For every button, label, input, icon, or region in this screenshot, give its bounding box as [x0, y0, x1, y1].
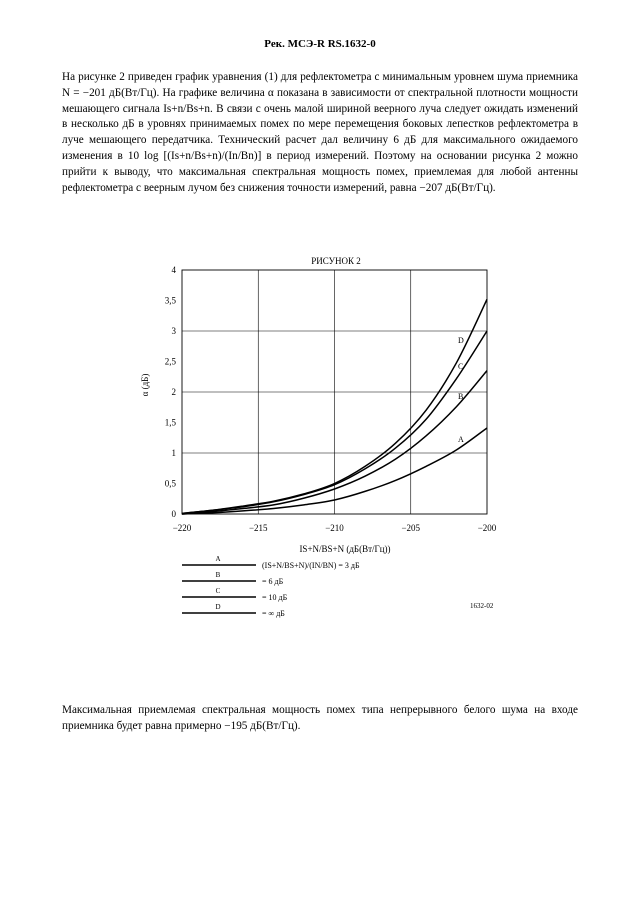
series-letter-C: C — [458, 362, 464, 371]
page-header: Рек. МСЭ-R RS.1632-0 — [264, 38, 376, 50]
x-tick-label: −220 — [172, 523, 192, 533]
figure-caption: РИСУНОК 2 — [311, 256, 361, 266]
legend-label-D: = ∞ дБ — [262, 609, 285, 618]
chart-legend — [182, 555, 360, 618]
y-axis-label: α (дБ) — [140, 373, 150, 397]
legend-letter-A: A — [215, 555, 221, 563]
legend-label-B: = 6 дБ — [262, 577, 284, 586]
x-axis-label: IS+N/BS+N (дБ(Вт/Гц)) — [299, 544, 391, 554]
x-tick-labels — [173, 523, 497, 533]
y-tick-label: 4 — [171, 265, 176, 275]
y-tick-label: 1 — [171, 448, 176, 458]
legend-letter-C: C — [215, 587, 221, 595]
series-letters — [458, 336, 464, 444]
y-tick-label: 0,5 — [164, 478, 176, 489]
legend-letter-D: D — [215, 603, 221, 611]
figure-code: 1632-02 — [470, 602, 494, 610]
x-tick-label: −215 — [248, 523, 268, 533]
series-letter-B: B — [458, 392, 464, 401]
y-tick-labels — [165, 265, 177, 519]
y-tick-label: 3 — [171, 326, 176, 336]
intro-paragraph: На рисунке 2 приведен график уравнения (1) для рефлектометра с минимальным уровнем шума приемника N = −201 дБ(Вт/Гц). На графике величина α показана в зависимости от спектральной плотности мощности мешающего сигнала Is+n/Bs+n. В связи с очень малой шириной веерного луча следует ожидать изменений в несколько дБ в уровнях принимаемых помех по мере перемещения боковых лепестков рефлектометра в луче мешающего передатчика. Технический расчет дал величину 6 дБ для максимального ожидаемого изменения в 10 log [(Is+n/Bs+n)/(In/Bn)] в период измерений. Поэтому на основании рисунка 2 можно прийти к выводу, что максимальная спектральная мощность помех, приемлемая для любой антенны рефлектометра с веерным лучом без снижения точности измерений, равна −207 дБ(Вт/Гц). — [62, 71, 578, 194]
y-tick-label: 1,5 — [164, 417, 176, 428]
y-tick-label: 3,5 — [164, 295, 176, 306]
legend-letter-B: B — [215, 571, 221, 579]
conclusion-paragraph: Максимальная приемлемая спектральная мощность помех типа непрерывного белого шума на входе приемника будет равна примерно −195 дБ(Вт/Гц). — [62, 704, 578, 732]
x-tick-label: −210 — [325, 523, 344, 533]
x-tick-label: −205 — [401, 523, 421, 533]
y-tick-label: 2,5 — [164, 356, 176, 367]
series-letter-D: D — [458, 336, 464, 345]
x-tick-label: −200 — [477, 523, 497, 533]
series-letter-A: A — [458, 435, 464, 444]
y-tick-label: 0 — [171, 509, 176, 519]
legend-label-A: (IS+N/BS+N)/(IN/BN) = 3 дБ — [262, 561, 360, 570]
chart-grid — [182, 270, 487, 514]
y-tick-label: 2 — [171, 387, 176, 397]
legend-label-C: = 10 дБ — [262, 593, 288, 602]
